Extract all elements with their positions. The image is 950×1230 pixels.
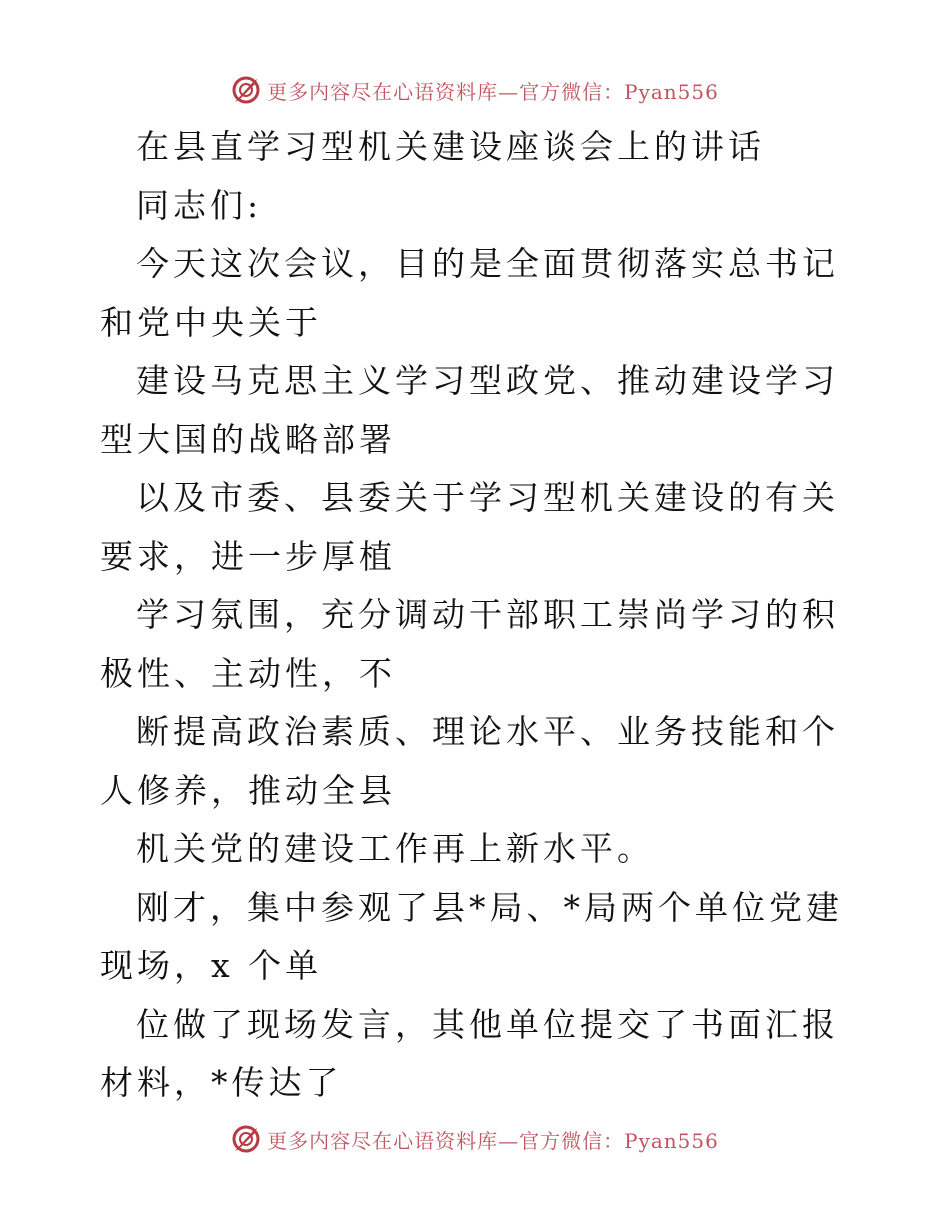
greeting: 同志们: xyxy=(136,185,263,225)
quill-pen-logo-icon xyxy=(231,1124,261,1154)
document-body xyxy=(100,118,860,1113)
paragraph: 机关党的建设工作再上新水平。 xyxy=(136,829,654,868)
header-banner xyxy=(0,70,950,110)
paragraph: 刚才，集中参观了县*局、*局两个单位党建现场，x 个单 xyxy=(100,887,843,985)
header-banner-text: 更多内容尽在心语资料库—官方微信：Pyan556 xyxy=(267,79,719,104)
paragraph: 以及市委、县委关于学习型机关建设的有关要求，进一步厚植 xyxy=(100,478,839,576)
footer-banner-text: 更多内容尽在心语资料库—官方微信：Pyan556 xyxy=(267,1128,719,1153)
quill-pen-logo-icon xyxy=(231,75,261,105)
paragraph: 位做了现场发言，其他单位提交了书面汇报材料，*传达了 xyxy=(100,1004,839,1102)
paragraph: 建设马克思主义学习型政党、推动建设学习型大国的战略部署 xyxy=(100,361,839,459)
paragraph: 今天这次会议，目的是全面贯彻落实总书记和党中央关于 xyxy=(100,244,839,342)
paragraph: 学习氛围，充分调动干部职工崇尚学习的积极性、主动性，不 xyxy=(100,595,839,693)
paragraph: 断提高政治素质、理论水平、业务技能和个人修养，推动全县 xyxy=(100,712,839,810)
footer-banner xyxy=(0,1119,950,1159)
document-title: 在县直学习型机关建设座谈会上的讲话 xyxy=(136,127,765,166)
